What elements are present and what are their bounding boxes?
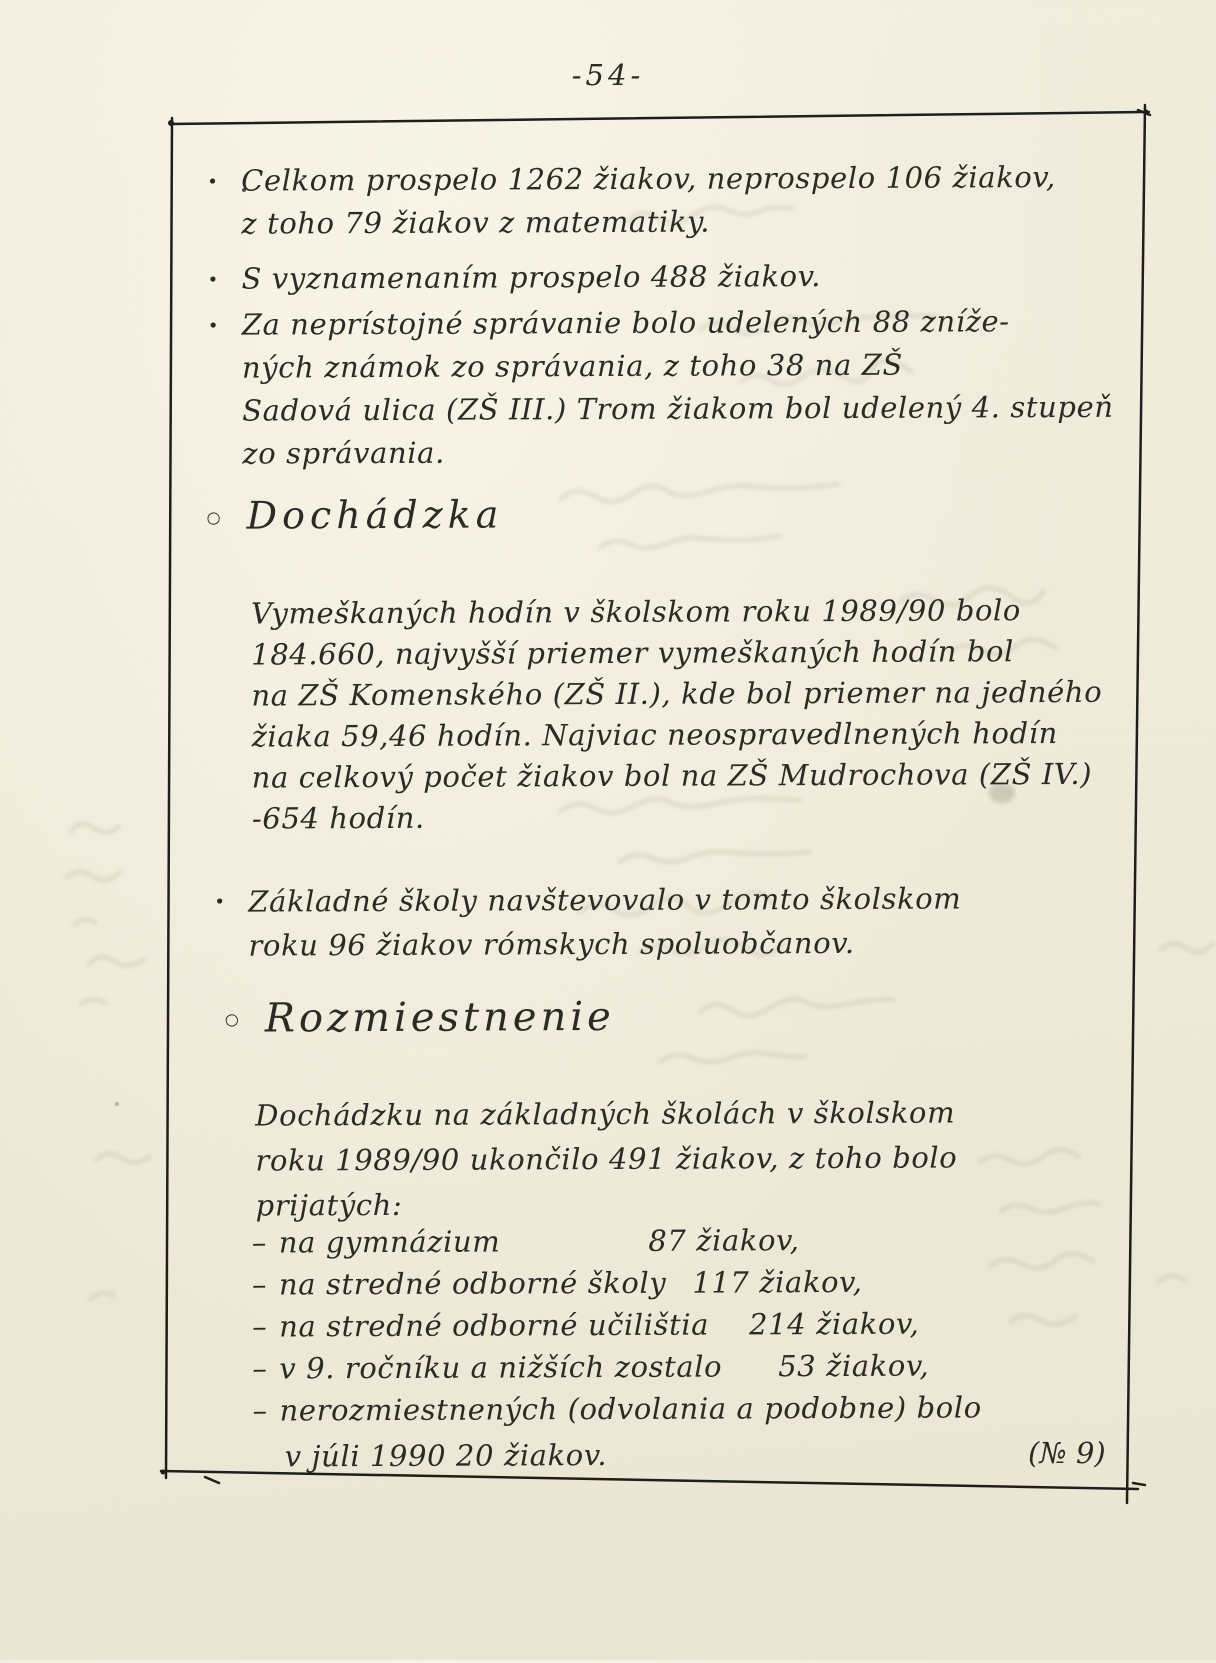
handwritten-line: Celkom prospelo 1262 žiakov, neprospelo 106 žiakov, <box>241 160 1056 198</box>
handwritten-line: zo správania. <box>242 435 445 471</box>
placement-label: nerozmiestnených (odvolania a podobne) bolo <box>279 1390 982 1428</box>
handwritten-line: roku 1989/90 ukončilo 491 žiakov, z toho bolo <box>255 1140 958 1178</box>
bullet-dot-icon: • <box>207 315 219 337</box>
handwritten-line: žiaka 59,46 hodín. Najviac neospravedlnených hodín <box>251 716 1058 754</box>
placement-row <box>252 1390 981 1435</box>
result-item <box>207 255 822 301</box>
handwritten-line: z toho 79 žiakov z matematiky. <box>241 204 711 241</box>
bullet-dot-icon: • <box>214 891 225 913</box>
handwritten-line: na ZŠ Komenského (ZŠ II.), kde bol priemer na jedného <box>251 674 1103 713</box>
dash-icon: – <box>252 1351 268 1386</box>
bullet-dot-icon: • <box>207 171 218 193</box>
placement-count: 53 žiakov, <box>778 1348 930 1384</box>
handwritten-line: na celkový počet žiakov bol na ZŠ Mudrochova (ZŠ IV.) <box>251 756 1093 795</box>
bullet-dot-icon: • <box>207 269 219 291</box>
placement-label: na stredné odborné učilištia <box>279 1307 710 1344</box>
handwritten-line: 184.660, najvyšší priemer vymeškaných hodín bol <box>251 634 1014 672</box>
placement-count: 87 žiakov, <box>648 1223 800 1258</box>
placement-row <box>252 1348 981 1393</box>
section-heading-label: Rozmiestnenie <box>264 993 615 1042</box>
circle-bullet-icon: ○ <box>206 507 221 527</box>
placement-count: 214 žiakov, <box>749 1306 920 1342</box>
placement-row <box>252 1222 981 1267</box>
placement-label: v 9. ročníku a nižších zostalo <box>279 1349 723 1386</box>
handwritten-line: Dochádzku na základných školách v školskom <box>255 1095 956 1133</box>
note-reference: (№ 9) <box>1028 1436 1106 1470</box>
result-item <box>207 156 1056 246</box>
placement-row <box>252 1306 981 1351</box>
dash-icon: – <box>252 1309 268 1344</box>
circle-bullet-icon: ○ <box>224 1009 239 1029</box>
handwritten-line: Základné školy navštevovalo v tomto školskom <box>248 881 962 919</box>
dash-icon: – <box>251 1267 268 1302</box>
placement-list <box>252 1222 982 1477</box>
section-heading-label: Dochádzka <box>246 492 504 538</box>
attendance-paragraph <box>251 590 1103 840</box>
result-item <box>207 300 1114 476</box>
handwritten-line: Vymeškaných hodín v školskom roku 1989/90 bolo <box>250 593 1022 631</box>
handwritten-line: roku 96 žiakov rómskych spoluobčanov. <box>248 925 855 963</box>
handwritten-line: ných známok zo správania, z toho 38 na ZŠ <box>241 347 904 385</box>
handwritten-line: prijatých: <box>255 1187 403 1223</box>
placement-intro <box>255 1090 957 1228</box>
dash-icon: – <box>251 1225 267 1260</box>
section-heading-rozmiestnenie <box>224 992 615 1044</box>
roma-pupils-note <box>214 876 962 967</box>
placement-count: 117 žiakov, <box>692 1264 863 1300</box>
placement-continuation-line: v júli 1990 20 žiakov. <box>284 1438 608 1474</box>
handwritten-line: Za neprístojné správanie bolo udelených 88 zníže- <box>241 304 1010 342</box>
section-heading-dochadzka <box>206 490 504 539</box>
placement-row <box>252 1264 981 1309</box>
dash-icon: – <box>252 1393 268 1428</box>
handwritten-line: S vyznamenaním prospelo 488 žiakov. <box>241 259 822 296</box>
page-number: -54- <box>571 58 645 92</box>
handwritten-line: Sadová ulica (ZŠ III.) Trom žiakom bol udelený 4. stupeň <box>242 389 1114 428</box>
handwritten-line: -654 hodín. <box>251 800 425 836</box>
placement-label: na gymnázium <box>278 1224 501 1260</box>
placement-label: na stredné odborné školy <box>278 1265 667 1302</box>
